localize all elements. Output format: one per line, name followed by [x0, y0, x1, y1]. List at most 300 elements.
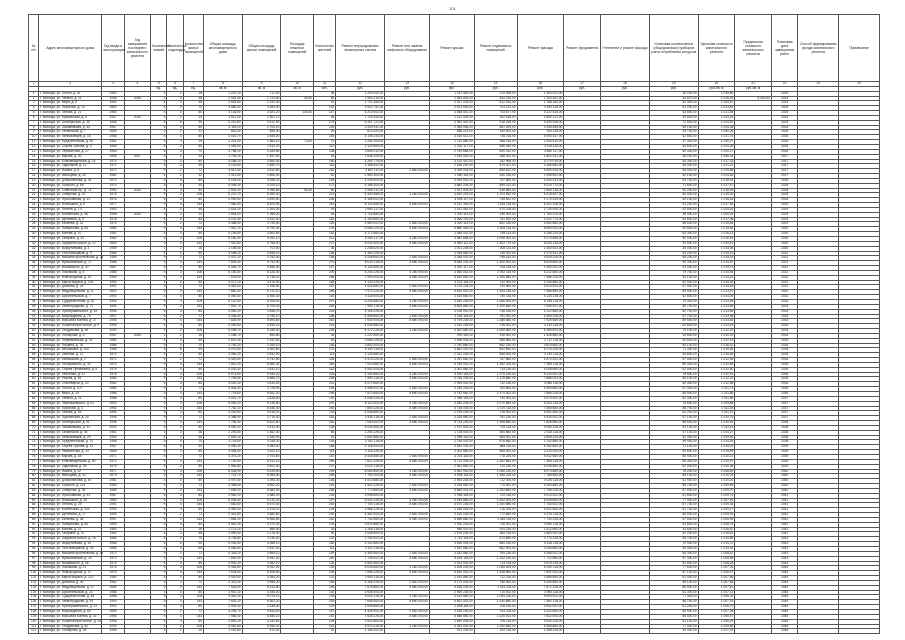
table-cell: 36	[183, 430, 203, 435]
table-cell: 74	[29, 445, 39, 450]
table-cell: 144	[183, 474, 203, 479]
table-cell: 918 245,00	[474, 120, 517, 125]
table-cell: 1998	[102, 421, 124, 426]
table-cell: 3 434,00	[242, 382, 281, 387]
table-cell: 778 226,00	[474, 454, 517, 459]
column-header: Установка коллективных (общедомовых) приборов учета потребления ресурсов	[649, 15, 698, 82]
address-cell: г. Вологда, ул. Кирова, д. 30	[39, 154, 102, 159]
table-cell: 6	[167, 348, 183, 353]
table-cell: 4	[151, 174, 167, 179]
table-cell: 4	[167, 295, 183, 300]
table-cell: 4 412 660,00	[517, 454, 564, 459]
table-cell: 2037	[771, 396, 797, 401]
table-cell: 1 702 880,00	[336, 212, 385, 217]
table-cell: 3	[167, 237, 183, 242]
table-cell: 1 012 481,00	[429, 91, 474, 96]
table-cell: 4 010 880,00	[336, 479, 385, 484]
table-cell: 2 302 117,00	[429, 144, 474, 149]
table-cell: 9	[151, 241, 167, 246]
table-cell: 3 668,10	[242, 551, 281, 556]
table-cell: 732 226,00	[474, 382, 517, 387]
table-cell: 87 700,00	[649, 503, 698, 508]
table-cell: 2030	[771, 227, 797, 232]
table-cell: 5	[151, 348, 167, 353]
table-cell: 2 962 660,00	[429, 464, 474, 469]
table-cell: 1 020,30	[698, 435, 735, 440]
table-cell: 80	[183, 425, 203, 430]
table-cell: 3 966 660,00	[517, 576, 564, 581]
table-cell: 4	[167, 125, 183, 130]
table-cell: 60	[183, 450, 203, 455]
table-cell: 2031	[771, 251, 797, 256]
table-cell: 5 680 000,00	[385, 241, 430, 246]
table-cell: 1968	[102, 547, 124, 552]
table-cell: 5 102 880,00	[336, 542, 385, 547]
table-cell: 90 500,00	[649, 241, 698, 246]
table-cell: 52 400,00	[649, 101, 698, 106]
table-cell: 92	[313, 338, 335, 343]
table-cell: 2007	[124, 154, 150, 159]
table-cell: 1972	[102, 358, 124, 363]
table-cell: 1972	[102, 556, 124, 561]
table-cell: 3 580,40	[242, 159, 281, 164]
table-cell: 1982	[102, 237, 124, 242]
table-cell: 24	[183, 115, 203, 120]
table-cell: 5	[151, 479, 167, 484]
address-cell: г. Вологда, ул. Челюскинцев, д. 18	[39, 135, 102, 140]
table-cell: 4	[167, 135, 183, 140]
table-cell: 1 426 880,00	[517, 333, 564, 338]
table-cell: 1 015,14	[698, 241, 735, 246]
table-cell: 2000	[102, 624, 124, 629]
table-cell: 6 768,00	[242, 241, 281, 246]
table-cell: 5 698 118,00	[429, 474, 474, 479]
table-cell: 1 720 444,00	[336, 115, 385, 120]
table-cell: 48	[29, 319, 39, 324]
table-cell: 9	[29, 130, 39, 135]
table-cell: 1970	[102, 551, 124, 556]
table-cell: 72,60	[281, 140, 314, 145]
table-cell: 4	[167, 474, 183, 479]
table-cell: 61 800,00	[649, 493, 698, 498]
table-cell: 1 062 004,00	[474, 498, 517, 503]
table-cell: 103	[29, 585, 39, 590]
table-cell: 746 002,00	[474, 251, 517, 256]
table-cell: 4 428 226,00	[429, 566, 474, 571]
table-cell: 1 092 118,00	[474, 270, 517, 275]
table-cell: 3 102 118,00	[336, 547, 385, 552]
table-cell: 2045	[771, 595, 797, 600]
table-cell: 9	[151, 401, 167, 406]
table-cell: 9	[151, 517, 167, 522]
table-cell: 565 002,00	[474, 450, 517, 455]
column-index-cell: 19	[649, 82, 698, 87]
table-cell: 3	[167, 469, 183, 474]
address-cell: г. Вологда, ул. Гоголя, д. 61	[39, 91, 102, 96]
table-cell: 1 912,80	[204, 174, 243, 179]
table-cell: 1 075 226,00	[474, 372, 517, 377]
unit-cell: кв. м	[242, 86, 281, 91]
table-cell: 150	[313, 159, 335, 164]
table-cell: 690 322,00	[474, 149, 517, 154]
table-cell: 41	[29, 285, 39, 290]
table-cell: 2 612,40	[242, 547, 281, 552]
table-cell: 2045	[771, 609, 797, 614]
table-cell: 2041	[771, 498, 797, 503]
address-cell: г. Вологда, ул. Ярославская, д. 43	[39, 493, 102, 498]
table-cell: 9	[151, 609, 167, 614]
table-cell: 80	[183, 508, 203, 513]
table-cell: 52 200,00	[649, 532, 698, 537]
table-cell: 8 102 226,00	[517, 203, 564, 208]
table-cell: 87	[29, 508, 39, 513]
table-cell: 204 226,00	[474, 527, 517, 532]
table-cell: 55	[29, 353, 39, 358]
address-cell: г. Вологда, ул. Фрязиновская, д. 17	[39, 261, 102, 266]
table-cell: 5 834 660,00	[429, 275, 474, 280]
table-cell: 1957	[102, 333, 124, 338]
table-cell: 144	[183, 571, 203, 576]
table-cell: 2 318 118,00	[517, 430, 564, 435]
table-cell: 1999	[102, 522, 124, 527]
table-cell: 2032	[771, 285, 797, 290]
table-cell: 1977	[102, 203, 124, 208]
table-cell: 34	[29, 251, 39, 256]
table-cell: 3 796,50	[242, 222, 281, 227]
table-cell: 3 962 410,00	[429, 120, 474, 125]
table-cell: 28 700,00	[649, 130, 698, 135]
table-cell: 2	[167, 314, 183, 319]
table-cell: 70	[183, 149, 203, 154]
table-cell: 2 840 000,00	[385, 314, 430, 319]
table-cell: 2042	[771, 517, 797, 522]
table-cell: 1 864,10	[242, 140, 281, 145]
table-cell: 4	[167, 503, 183, 508]
table-cell: 1960	[102, 188, 124, 193]
table-cell: 1 006,79	[698, 605, 735, 610]
table-cell: 3 910,10	[204, 590, 243, 595]
table-cell: 5	[151, 576, 167, 581]
table-cell: 436 660,00	[474, 188, 517, 193]
table-cell: 3	[167, 566, 183, 571]
column-header: Ремонт фундамента	[564, 15, 601, 82]
table-cell: 1 013,43	[698, 324, 735, 329]
table-cell: 1 015,59	[698, 450, 735, 455]
table-cell: 4 260 000,00	[385, 299, 430, 304]
table-cell: 61 600,00	[649, 522, 698, 527]
table-cell: 4 260 000,00	[385, 193, 430, 198]
table-cell: 108	[183, 372, 203, 377]
column-index-cell: 20	[698, 82, 735, 87]
table-cell: 4 020,70	[204, 135, 243, 140]
table-cell: 5 206,00	[242, 299, 281, 304]
table-cell: 1 017,56	[698, 203, 735, 208]
table-cell: 5 098,30	[204, 183, 243, 188]
table-cell: 344 226,00	[474, 96, 517, 101]
table-cell: 4	[167, 571, 183, 576]
table-cell: 2 684 002,00	[517, 532, 564, 537]
table-cell: 6 752,90	[242, 261, 281, 266]
table-cell: 7 830 002,00	[336, 421, 385, 426]
table-cell: 7 682,60	[204, 503, 243, 508]
table-cell: 7 990 004,00	[336, 275, 385, 280]
table-cell: 2 618,80	[204, 101, 243, 106]
address-cell: г. Вологда, ул. Челюскинцев, д. 29	[39, 435, 102, 440]
table-cell: 112	[313, 547, 335, 552]
table-cell: 4 260 000,00	[385, 372, 430, 377]
table-cell: 1991	[102, 503, 124, 508]
table-cell: 92	[29, 532, 39, 537]
table-cell: 1 008,95	[698, 517, 735, 522]
table-cell: 4 260 000,00	[385, 624, 430, 629]
table-cell: 5 766 226,00	[429, 377, 474, 382]
table-cell: 136	[313, 343, 335, 348]
table-cell: 36	[183, 140, 203, 145]
table-cell: 769 226,00	[474, 551, 517, 556]
table-cell: 2 946 118,00	[429, 493, 474, 498]
table-cell: 4 260 000,00	[385, 566, 430, 571]
table-cell: 2029	[771, 217, 797, 222]
table-cell: 4	[151, 188, 167, 193]
table-cell: 5	[151, 120, 167, 125]
table-cell: 2033	[771, 304, 797, 309]
unit-cell: кв. м	[204, 86, 243, 91]
table-cell: 3 756,10	[242, 314, 281, 319]
table-cell: 2030	[771, 246, 797, 251]
table-cell: 7 676 880,00	[336, 585, 385, 590]
table-cell: 108	[183, 401, 203, 406]
address-cell: г. Вологда, ул. Машиностроительная, д. 44	[40, 550, 104, 555]
table-cell: 5	[151, 343, 167, 348]
table-cell: 3 512,40	[242, 217, 281, 222]
table-cell: 2 184,90	[242, 435, 281, 440]
table-cell: 242	[313, 517, 335, 522]
table-cell: 144	[183, 241, 203, 246]
table-cell: 5 680 000,00	[385, 614, 430, 619]
table-cell: 45	[313, 212, 335, 217]
table-cell: 8 004 660,00	[517, 261, 564, 266]
table-cell: 1 009,03	[698, 513, 735, 518]
table-cell: 2 012 440,00	[429, 207, 474, 212]
table-cell: 2 502,20	[204, 188, 243, 193]
table-cell: 4 404,30	[204, 387, 243, 392]
table-cell: 7 730,50	[204, 459, 243, 464]
table-cell: 1965	[102, 440, 124, 445]
table-cell: 4	[167, 217, 183, 222]
table-cell: 4	[167, 198, 183, 203]
table-cell: 86 900,00	[649, 585, 698, 590]
table-cell: 388 016,00	[474, 140, 517, 145]
table-cell: 2 721 455,00	[336, 101, 385, 106]
address-cell: г. Вологда, ул. Ударников, д. 12	[39, 164, 102, 169]
table-cell: 16	[183, 246, 203, 251]
table-cell: 4	[167, 585, 183, 590]
table-cell: 5 974 226,00	[336, 624, 385, 629]
table-cell: 1986	[102, 261, 124, 266]
table-cell: 79 700,00	[649, 270, 698, 275]
table-cell: 4 120,30	[204, 217, 243, 222]
table-cell: 48	[183, 207, 203, 212]
table-cell: 93	[29, 537, 39, 542]
table-cell: 1 011,35	[698, 406, 735, 411]
table-cell: 4 082 004,00	[336, 367, 385, 372]
table-cell: 3	[167, 430, 183, 435]
table-cell: 4 260 775,00	[336, 159, 385, 164]
table-cell: 340 226,00	[474, 174, 517, 179]
column-header: Ремонт подвальных помещений	[474, 15, 517, 82]
table-cell: 1964	[102, 111, 124, 116]
table-cell: 1972	[102, 169, 124, 174]
table-cell: 4 452,60	[204, 285, 243, 290]
table-cell: 6 198 118,00	[517, 299, 564, 304]
table-cell: 5 126 004,00	[336, 445, 385, 450]
table-cell: 1 008,41	[698, 551, 735, 556]
table-cell: 5 680 000,00	[385, 406, 430, 411]
table-cell: 5 670 226,00	[429, 503, 474, 508]
table-cell: 9	[151, 454, 167, 459]
table-cell: 4	[167, 619, 183, 624]
table-cell: 86 500,00	[649, 614, 698, 619]
table-cell: 1 025,16	[698, 207, 735, 212]
table-cell: 1 012,89	[698, 362, 735, 367]
address-cell: г. Вологда, ул. Октябрьская, д. 51	[39, 421, 102, 426]
table-cell: 63 000,00	[649, 266, 698, 271]
table-cell: 2 890 004,00	[429, 619, 474, 624]
table-cell: 3 954 118,00	[517, 590, 564, 595]
table-cell: 70	[183, 343, 203, 348]
table-cell: 9	[151, 474, 167, 479]
table-cell: 4 560 002,00	[429, 270, 474, 275]
table-cell: 209	[313, 270, 335, 275]
table-cell: 77 900,00	[649, 498, 698, 503]
table-cell: 1991	[102, 285, 124, 290]
table-cell: 6 542,20	[242, 556, 281, 561]
table-cell: 7 788 660,00	[517, 474, 564, 479]
table-cell: 32	[183, 174, 203, 179]
table-cell: 2 840 000,00	[385, 222, 430, 227]
table-cell: 32	[313, 629, 335, 634]
table-cell: 9	[151, 513, 167, 518]
table-cell: 2026	[771, 149, 797, 154]
table-cell: 1998	[102, 619, 124, 624]
column-index-cell: 3	[102, 82, 124, 87]
table-cell: 68	[29, 416, 39, 421]
address-cell: г. Вологда, ул. Фрязиновская, д. 33	[39, 556, 102, 561]
table-cell: 6	[167, 120, 183, 125]
table-cell: 2 344 510,00	[517, 140, 564, 145]
table-cell: 66 100,00	[649, 580, 698, 585]
table-cell: 268	[313, 275, 335, 280]
table-cell: 1985	[102, 256, 124, 261]
table-cell: 7 772 880,00	[336, 488, 385, 493]
table-cell: 3 450,20	[242, 324, 281, 329]
address-cell: г. Вологда, ул. Советский пр., д. 74	[39, 188, 102, 193]
table-cell: 3 184,80	[242, 149, 281, 154]
table-cell: 3	[167, 435, 183, 440]
table-cell: 72	[183, 609, 203, 614]
table-cell: 3 080,20	[204, 353, 243, 358]
table-cell: 1 009,70	[698, 488, 735, 493]
table-cell: 61 700,00	[649, 508, 698, 513]
table-cell: 574 021,00	[474, 164, 517, 169]
column-index-cell: 12	[336, 82, 385, 87]
table-cell: 4 070 660,00	[336, 382, 385, 387]
table-cell: 58	[29, 367, 39, 372]
table-cell: 1 402 770,00	[474, 241, 517, 246]
table-cell: 5 912 300,00	[429, 203, 474, 208]
column-index-cell: 11	[313, 82, 335, 87]
table-cell: 762 908,00	[474, 159, 517, 164]
table-cell: 30	[29, 232, 39, 237]
table-cell: 111	[29, 624, 39, 629]
table-cell: 1984	[102, 585, 124, 590]
table-cell: 3 548,20	[242, 178, 281, 183]
table-cell: 62 400,00	[649, 382, 698, 387]
table-cell: 262	[313, 319, 335, 324]
table-cell: 3 456,00	[242, 135, 281, 140]
table-cell: 3 410,90	[242, 425, 281, 430]
column-header: Утепление и ремонт фасада	[600, 15, 649, 82]
table-cell: 57	[29, 362, 39, 367]
table-cell: 1966	[102, 120, 124, 125]
address-cell: г. Вологда, ул. Тендрякова, д. 52	[39, 624, 102, 629]
table-cell: 3 990 118,00	[517, 522, 564, 527]
table-cell: 1982	[102, 382, 124, 387]
table-cell: 712 226,00	[474, 576, 517, 581]
table-cell: 4	[167, 362, 183, 367]
table-cell: 260	[313, 362, 335, 367]
unit-cell: руб.	[429, 86, 474, 91]
table-cell: 4	[167, 304, 183, 309]
table-cell: 4	[167, 488, 183, 493]
table-cell: 1 013,45	[698, 299, 735, 304]
table-cell: 4	[167, 425, 183, 430]
table-cell: 238	[313, 571, 335, 576]
table-cell: 1968	[102, 348, 124, 353]
table-cell: 2031	[771, 256, 797, 261]
table-cell: 702,60	[242, 246, 281, 251]
address-cell: г. Вологда, ул. Первомайская, д. 33	[39, 338, 102, 343]
table-cell: 7 810,20	[204, 362, 243, 367]
table-cell: 2	[167, 387, 183, 392]
table-cell: 7 734 660,00	[336, 517, 385, 522]
table-cell: 79 100,00	[649, 329, 698, 334]
table-cell: 5 128 118,00	[517, 542, 564, 547]
table-cell: 1 012,80	[698, 367, 735, 372]
table-cell: 2038	[771, 421, 797, 426]
table-cell: 61 400,00	[649, 576, 698, 581]
table-cell: 40	[183, 188, 203, 193]
table-cell: 11	[29, 140, 39, 145]
table-cell: 144	[183, 319, 203, 324]
table-cell: 144	[183, 275, 203, 280]
table-cell: 71 100,00	[649, 445, 698, 450]
table-cell: 4 106 226,00	[336, 309, 385, 314]
table-cell: 6 172 226,00	[336, 329, 385, 334]
table-cell: 6 570,40	[242, 503, 281, 508]
table-cell: 1 056,34	[698, 154, 735, 159]
table-cell: 1 015,84	[698, 222, 735, 227]
table-cell: 5 166,20	[242, 372, 281, 377]
table-cell: 1956	[102, 154, 124, 159]
table-cell: 1960	[102, 91, 124, 96]
table-cell: 80	[183, 324, 203, 329]
table-cell: 23	[29, 198, 39, 203]
table-cell: 62 500,00	[649, 367, 698, 372]
table-cell: 9	[151, 319, 167, 324]
table-cell: 15	[29, 159, 39, 164]
table-cell: 5	[151, 450, 167, 455]
